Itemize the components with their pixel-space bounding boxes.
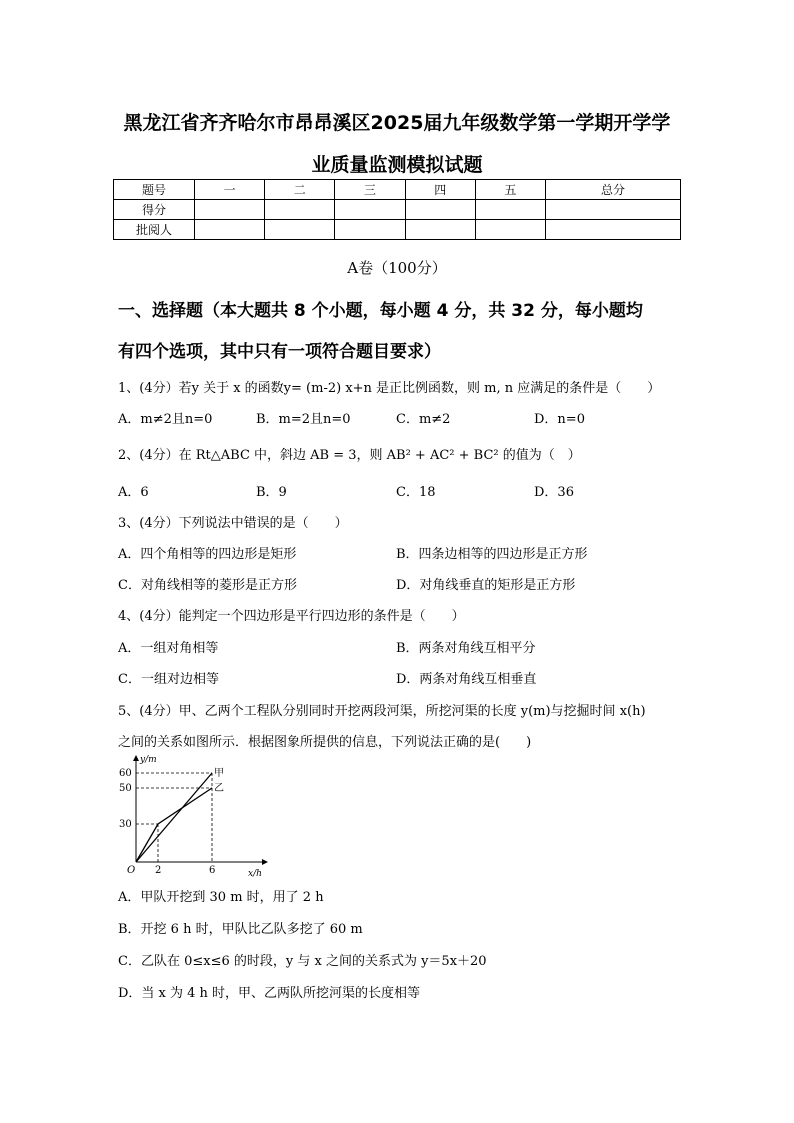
q4-option-c[interactable]: C．一组对边相等 [118, 672, 219, 687]
question-5-stem-line-2: 之间的关系如图所示．根据图象所提供的信息，下列说法正确的是( ) [118, 735, 532, 750]
q5-option-d[interactable]: D．当 x 为 4 h 时，甲、乙两队所挖河渠的长度相等 [118, 986, 421, 1001]
score-cell[interactable] [546, 200, 681, 220]
score-cell[interactable] [265, 220, 335, 240]
y-tick-50: 50 [119, 783, 132, 794]
question-2-stem: 2、(4分）在 Rt△ABC 中，斜边 AB = 3，则 AB² + AC² + BC² 的值为（ ） [118, 448, 581, 463]
y-tick-30: 30 [119, 819, 132, 830]
q2-option-d[interactable]: D．36 [534, 485, 574, 500]
score-table-header: 一 [195, 180, 265, 200]
question-1-stem: 1、(4分）若y 关于 x 的函数y= (m-2) x+n 是正比例函数，则 m, n 应满足的条件是（ ） [118, 381, 661, 396]
line-jia [136, 773, 212, 862]
q3-option-c[interactable]: C．对角线相等的菱形是正方形 [118, 578, 297, 593]
line-yi-label: 乙 [214, 783, 224, 794]
score-table-header: 五 [475, 180, 545, 200]
q4-option-b[interactable]: B．两条对角线互相平分 [396, 641, 536, 656]
score-table-row [114, 200, 681, 220]
score-cell[interactable] [335, 220, 405, 240]
q1-option-d[interactable]: D．n=0 [534, 412, 585, 427]
score-cell[interactable] [195, 200, 265, 220]
q2-option-a[interactable]: A．6 [118, 485, 149, 500]
origin-label: O [127, 865, 136, 876]
score-cell[interactable] [335, 200, 405, 220]
x-tick-2: 2 [155, 865, 162, 876]
line-yi [136, 788, 212, 862]
title-line-2: 业质量监测模拟试题 [311, 154, 483, 176]
question-5-stem-line-1: 5、(4分）甲、乙两个工程队分别同时开挖两段河渠，所挖河渠的长度 y(m)与挖掘时间 x(h) [118, 704, 646, 719]
q3-option-a[interactable]: A．四个角相等的四边形是矩形 [118, 547, 297, 562]
score-cell[interactable] [475, 220, 545, 240]
score-table-header-row [114, 180, 681, 200]
x-tick-6: 6 [209, 865, 216, 876]
score-table-header: 四 [405, 180, 475, 200]
q5-option-b[interactable]: B．开挖 6 h 时，甲队比乙队多挖了 60 m [118, 922, 363, 937]
q5-option-a[interactable]: A．甲队开挖到 30 m 时，用了 2 h [118, 890, 324, 905]
question-4-stem: 4、(4分）能判定一个四边形是平行四边形的条件是（ ） [118, 609, 465, 624]
score-table-row [114, 220, 681, 240]
q4-option-a[interactable]: A．一组对角相等 [118, 641, 219, 656]
score-row-label: 得分 [114, 200, 195, 220]
score-cell[interactable] [195, 220, 265, 240]
x-axis-label: x/h [248, 869, 262, 879]
score-table-header: 二 [265, 180, 335, 200]
q1-option-b[interactable]: B．m=2且n=0 [256, 412, 351, 427]
line-jia-label: 甲 [214, 768, 224, 779]
q1-option-c[interactable]: C．m≠2 [396, 412, 451, 427]
score-cell[interactable] [405, 220, 475, 240]
title-line-1: 黑龙江省齐齐哈尔市昂昂溪区2025届九年级数学第一学期开学学 [123, 112, 671, 134]
score-cell[interactable] [405, 200, 475, 220]
y-axis-arrow-icon [133, 755, 139, 761]
score-table-header: 三 [335, 180, 405, 200]
q2-option-b[interactable]: B．9 [256, 485, 287, 500]
score-cell[interactable] [265, 200, 335, 220]
question-3-stem: 3、(4分）下列说法中错误的是（ ） [118, 516, 348, 531]
score-table [113, 179, 681, 240]
part1-heading-line-1: 一、选择题（本大题共 8 个小题，每小题 4 分，共 32 分，每小题均 [118, 301, 643, 321]
score-table-header: 总分 [546, 180, 681, 200]
score-cell[interactable] [475, 200, 545, 220]
q3-option-d[interactable]: D．对角线垂直的矩形是正方形 [396, 578, 576, 593]
y-tick-60: 60 [119, 768, 132, 779]
q5-option-c[interactable]: C．乙队在 0≤x≤6 的时段，y 与 x 之间的关系式为 y＝5x＋20 [118, 954, 487, 969]
q1-option-a[interactable]: A．m≠2且n=0 [118, 412, 213, 427]
q4-option-d[interactable]: D．两条对角线互相垂直 [396, 672, 537, 687]
score-cell[interactable] [546, 220, 681, 240]
x-axis-arrow-icon [262, 859, 268, 865]
score-table-header: 题号 [114, 180, 195, 200]
score-row-label: 批阅人 [114, 220, 195, 240]
section-a-heading: A卷（100分） [347, 259, 447, 277]
q5-graph [110, 752, 270, 880]
part1-heading-line-2: 有四个选项，其中只有一项符合题目要求） [118, 342, 441, 362]
q2-option-c[interactable]: C．18 [396, 485, 436, 500]
q3-option-b[interactable]: B．四条边相等的四边形是正方形 [396, 547, 588, 562]
y-axis-label: y/m [140, 755, 157, 765]
